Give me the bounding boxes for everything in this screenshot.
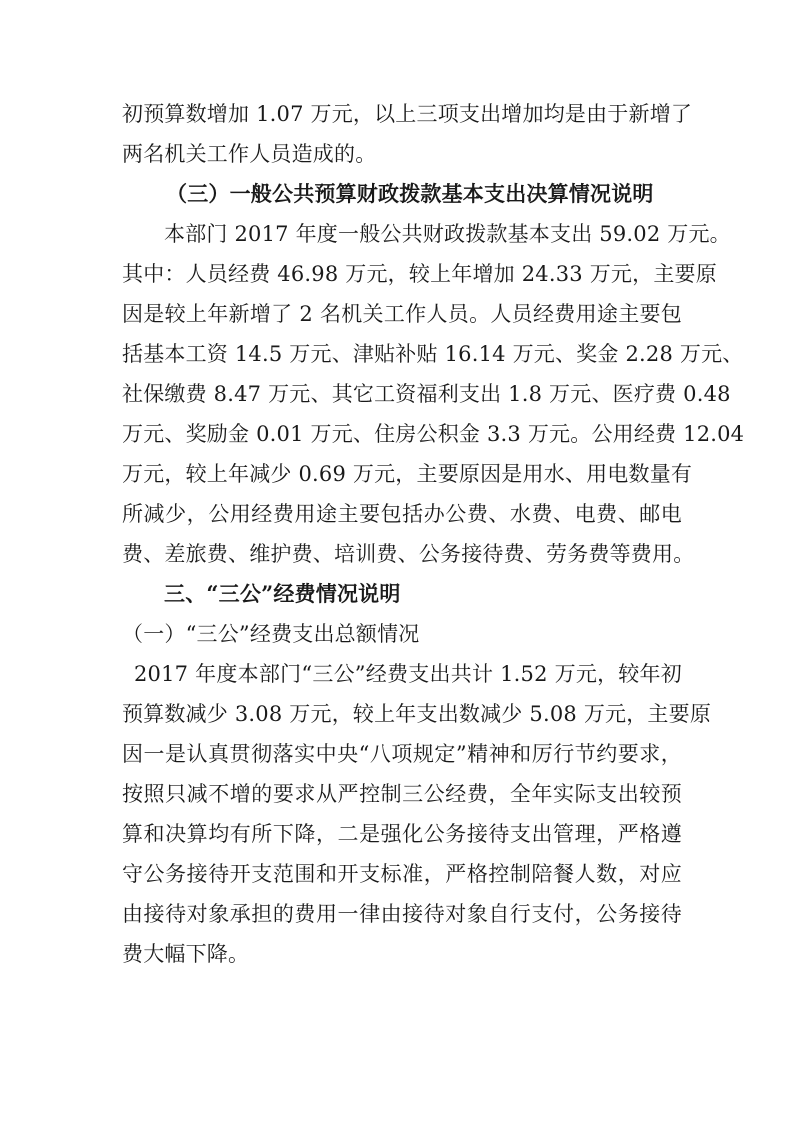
paragraph-line: 算和决算均有所下降，二是强化公务接待支出管理，严格遵 — [122, 822, 682, 846]
paragraph-line: 2017 年度本部门“三公”经费支出共计 1.52 万元，较年初 — [134, 662, 682, 686]
paragraph-line: 因是较上年新增了 2 名机关工作人员。人员经费用途主要包 — [122, 302, 682, 326]
paragraph-line: 两名机关工作人员造成的。 — [122, 142, 377, 166]
paragraph-line: 所减少，公用经费用途主要包括办公费、水费、电费、邮电 — [122, 502, 682, 526]
paragraph-line: 万元、奖励金 0.01 万元、住房公积金 3.3 万元。公用经费 12.04 — [122, 422, 745, 446]
paragraph-line: 因一是认真贯彻落实中央“八项规定”精神和厉行节约要求， — [122, 742, 682, 766]
paragraph-line: 括基本工资 14.5 万元、津贴补贴 16.14 万元、奖金 2.28 万元、 — [122, 342, 744, 366]
section-heading: （三）一般公共预算财政拨款基本支出决算情况说明 — [166, 181, 654, 206]
paragraph-line: 本部门 2017 年度一般公共财政拨款基本支出 59.02 万元。 — [164, 222, 731, 246]
paragraph-line: 预算数减少 3.08 万元，较上年支出数减少 5.08 万元，主要原 — [122, 702, 712, 726]
paragraph-line: 按照只减不增的要求从严控制三公经费，全年实际支出较预 — [122, 782, 682, 806]
paragraph-line: 费大幅下降。 — [122, 942, 250, 966]
subsection-heading: （一）“三公”经费支出总额情况 — [122, 622, 420, 646]
paragraph-line: 由接待对象承担的费用一律由接待对象自行支付，公务接待 — [122, 902, 682, 926]
paragraph-line: 万元，较上年减少 0.69 万元，主要原因是用水、用电数量有 — [122, 462, 693, 486]
paragraph-line: 费、差旅费、维护费、培训费、公务接待费、劳务费等费用。 — [122, 542, 695, 566]
section-heading: 三、“三公”经费情况说明 — [164, 581, 401, 606]
paragraph-line: 初预算数增加 1.07 万元，以上三项支出增加均是由于新增了 — [122, 102, 693, 126]
paragraph-line: 守公务接待开支范围和开支标准，严格控制陪餐人数，对应 — [122, 862, 682, 886]
paragraph-line: 其中：人员经费 46.98 万元，较上年增加 24.33 万元，主要原 — [122, 262, 717, 286]
paragraph-line: 社保缴费 8.47 万元、其它工资福利支出 1.8 万元、医疗费 0.48 — [122, 382, 731, 406]
